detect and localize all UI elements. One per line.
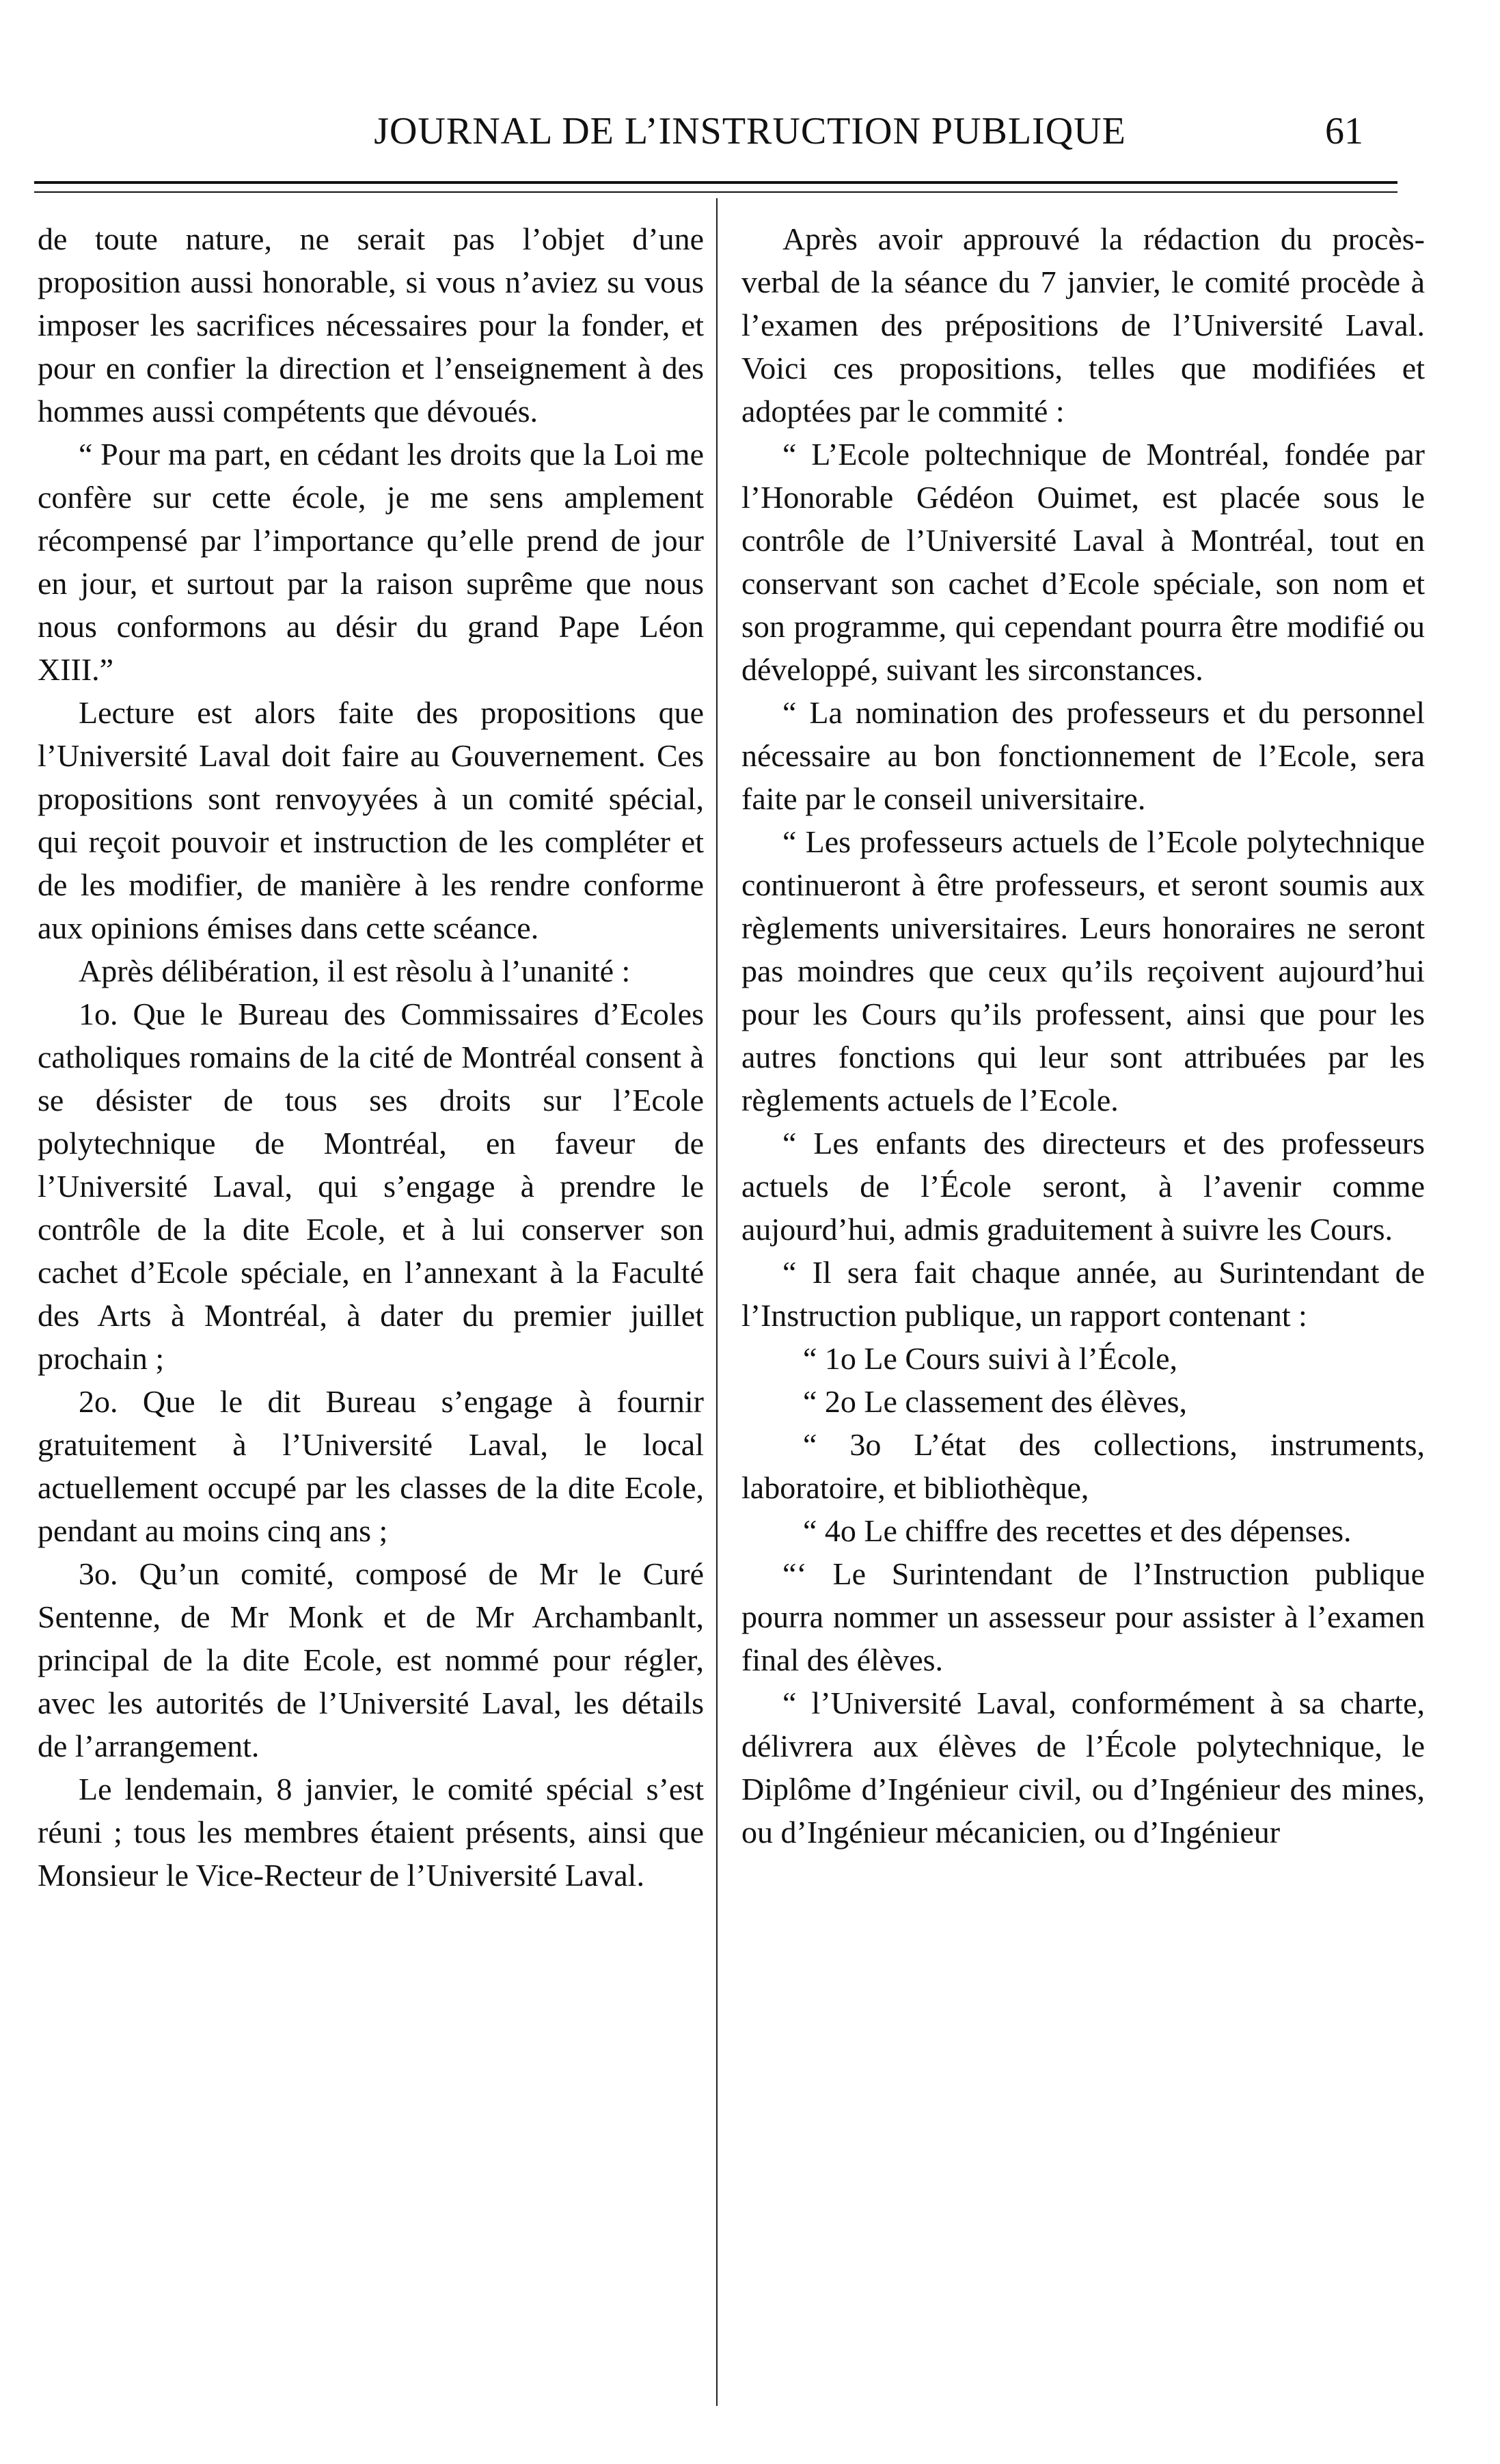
right-list-item-4: “ 4o Le chiffre des recettes et des dépenses. [803, 1513, 1352, 1548]
right-paragraph-6: “ Il sera fait chaque année, au Surintendant de l’Instruction publique, un rapport contenant : [741, 1255, 1425, 1333]
column-divider [716, 198, 718, 2406]
right-paragraph-4: “ Les professeurs actuels de l’Ecole polytechnique continueront à être professeurs, et seront soumis aux règlements universitaires. Leurs honoraires ne seront pas moindres que ceux qu’ils reçoivent aujourd’hui pour les Cours qu’ils professent, ainsi que pour les autres fonctions qui leur sont attribuées par les règlements actuels de l’Ecole. [741, 824, 1425, 1118]
right-paragraph-5: “ Les enfants des directeurs et des professeurs actuels de l’École seront, à l’avenir comme aujourd’hui, admis graduitement à suivre les Cours. [741, 1126, 1425, 1247]
right-paragraph-7: “‘ Le Surintendant de l’Instruction publique pourra nommer un assesseur pour assister à l’examen final des élèves. [741, 1556, 1425, 1677]
left-paragraph-4: Après délibération, il est rèsolu à l’unanité : [79, 953, 631, 988]
header-rule-thin [34, 191, 1397, 193]
page-number: 61 [1325, 110, 1363, 152]
journal-title: JOURNAL DE L’INSTRUCTION PUBLIQUE [374, 110, 1126, 152]
left-paragraph-1: de toute nature, ne serait pas l’objet d’une proposition aussi honorable, si vous n’aviez su vous imposer les sacrifices nécessaires pour la fonder, et pour en confier la direction et l’enseignement à des hommes aussi compétents que dévoués. [38, 221, 704, 429]
left-paragraph-6: 2o. Que le dit Bureau s’engage à fournir gratuitement à l’Université Laval, le local actuellement occupé par les classes de la dite Ecole, pendant au moins cinq ans ; [38, 1384, 704, 1548]
right-list-item-2: “ 2o Le classement des élèves, [803, 1384, 1187, 1419]
right-list-item-3: “ 3o L’état des collections, instruments, laboratoire, et bibliothèque, [741, 1427, 1425, 1505]
running-header [34, 103, 1466, 171]
header-rule-thick [34, 181, 1397, 184]
left-paragraph-5: 1o. Que le Bureau des Commissaires d’Ecoles catholiques romains de la cité de Montréal consent à se désister de tous ses droits sur l’Ecole polytechnique de Montréal, en faveur de l’Université Laval, qui s’engage à prendre le contrôle de la dite Ecole, et à lui conserver son cachet d’Ecole spéciale, en l’annexant à la Faculté des Arts à Montréal, à dater du premier juillet prochain ; [38, 997, 704, 1376]
right-list-item-1: “ 1o Le Cours suivi à l’École, [803, 1341, 1178, 1376]
right-paragraph-2: “ L’Ecole poltechnique de Montréal, fondée par l’Honorable Gédéon Ouimet, est placée sous le contrôle de l’Université Laval à Montréal, tout en conservant son cachet d’Ecole spéciale, son nom et son programme, qui cependant pourra être modifié ou développé, suivant les sirconstances. [741, 437, 1425, 687]
left-paragraph-8: Le lendemain, 8 janvier, le comité spécial s’est réuni ; tous les membres étaient présents, ainsi que Monsieur le Vice-Recteur de l’Université Laval. [38, 1772, 704, 1893]
right-column [741, 217, 1425, 2432]
left-paragraph-3: Lecture est alors faite des propositions que l’Université Laval doit faire au Gouvernement. Ces propositions sont renvoyyées à un comité spécial, qui reçoit pouvoir et instruction de les compléter et de les modifier, de manière à les rendre conforme aux opinions émises dans cette scéance. [38, 695, 704, 945]
left-column [38, 217, 704, 2432]
left-paragraph-2: “ Pour ma part, en cédant les droits que la Loi me confère sur cette école, je me sens amplement récompensé par l’importance qu’elle prend de jour en jour, et surtout par la raison suprême que nous nous conformons au désir du grand Pape Léon XIII.” [38, 437, 704, 687]
right-paragraph-3: “ La nomination des professeurs et du personnel nécessaire au bon fonctionnement de l’Ecole, sera faite par le conseil universitaire. [741, 695, 1425, 816]
right-paragraph-8: “ l’Université Laval, conformément à sa charte, délivrera aux élèves de l’École polytechnique, le Diplôme d’Ingénieur civil, ou d’Ingénieur des mines, ou d’Ingénieur mécanicien, ou d’Ingénieur [741, 1685, 1425, 1850]
left-paragraph-7: 3o. Qu’un comité, composé de Mr le Curé Sentenne, de Mr Monk et de Mr Archambanlt, principal de la dite Ecole, est nommé pour régler, avec les autorités de l’Université Laval, les détails de l’arrangement. [38, 1556, 704, 1763]
right-paragraph-1: Après avoir approuvé la rédaction du procès-verbal de la séance du 7 janvier, le comité procède à l’examen des prépositions de l’Université Laval. Voici ces propositions, telles que modifiées et adoptées par le commité : [741, 221, 1425, 429]
